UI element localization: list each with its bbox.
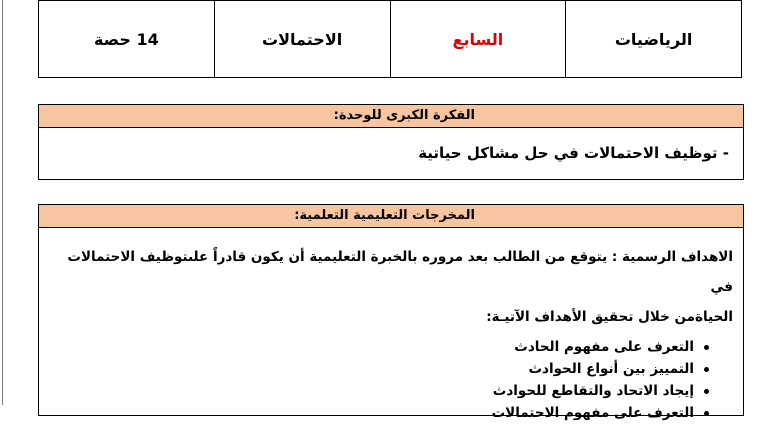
bullet-icon — [704, 345, 709, 350]
sessions-cell — [39, 1, 215, 78]
grade-text: السابع — [452, 29, 504, 49]
unit-text: الاحتمالات — [262, 29, 343, 49]
bullet-icon — [704, 389, 709, 394]
list-item: التعرف على مفهوم الحادث — [53, 336, 709, 358]
sessions-text: 14 حصة — [93, 29, 159, 49]
outcomes-line-2: الحياةمن خلال تحقيق الأهداف الآتيـة: — [486, 309, 733, 325]
header-table — [38, 0, 742, 78]
bullet-icon — [704, 411, 709, 416]
big-idea-section — [38, 104, 744, 180]
subject-text: الرياضيات — [614, 29, 693, 49]
page-edge-line — [2, 0, 3, 405]
objectives-list — [53, 336, 733, 424]
list-item: التعرف على مفهوم الاحتمالات — [53, 402, 709, 424]
outcomes-line-1: الاهداف الرسمية : يتوقع من الطالب بعد مروره بالخبرة التعليمية أن يكون قادراً علىتوظيف الاحتمالات في — [67, 249, 733, 295]
outcomes-section — [38, 204, 744, 421]
big-idea-text: - توظيف الاحتمالات في حل مشاكل حياتية — [418, 144, 729, 162]
list-item: إيجاد الاتحاد والتقاطع للحوادث — [53, 380, 709, 402]
outcomes-heading: المخرجات التعليمية التعلمية: — [39, 205, 743, 228]
subject-cell — [566, 1, 742, 78]
big-idea-heading: الفكرة الكبرى للوحدة: — [39, 105, 743, 128]
list-item: التمييز بين أنواع الحوادث — [53, 358, 709, 380]
bullet-icon — [704, 367, 709, 372]
grade-cell — [390, 1, 566, 78]
unit-cell — [214, 1, 390, 78]
